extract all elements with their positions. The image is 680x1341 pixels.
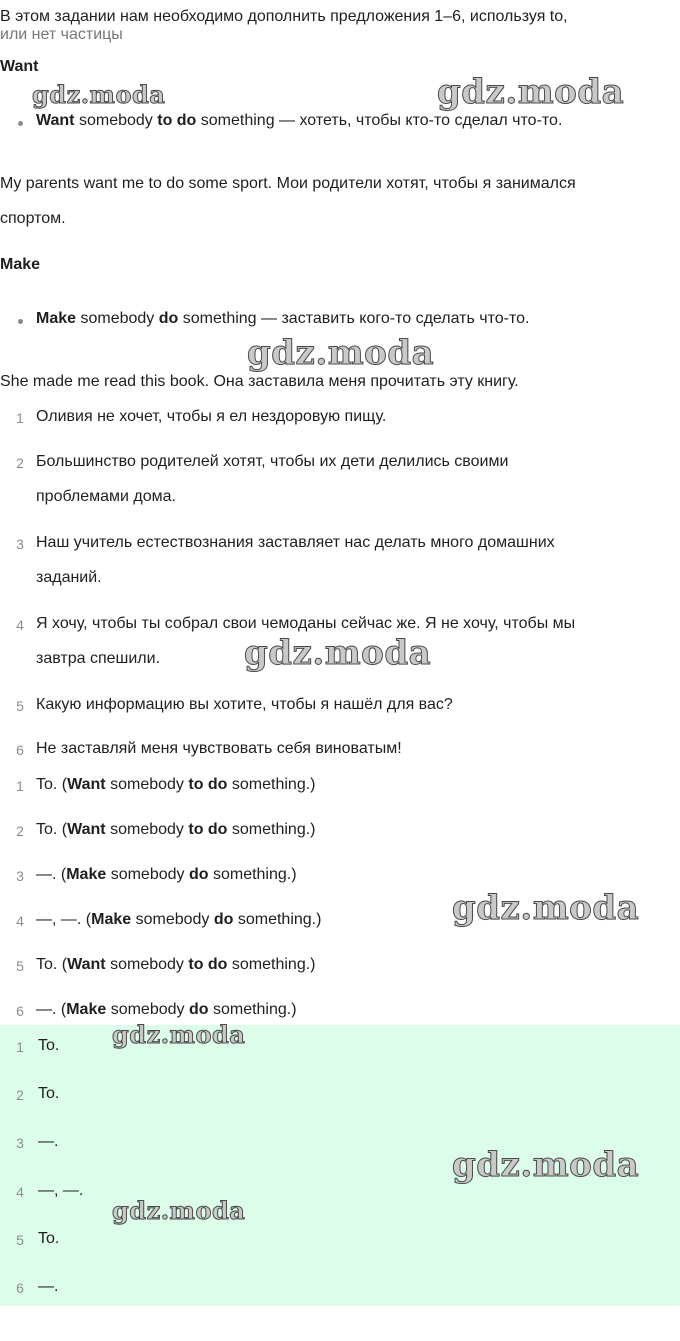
explanation-item: —. (Make somebody do something.) bbox=[36, 866, 297, 883]
sentence-number: 4 bbox=[16, 617, 24, 633]
sentence-number: 1 bbox=[16, 410, 24, 426]
explanation-number: 2 bbox=[16, 823, 24, 839]
answer-item: —, —. bbox=[38, 1182, 84, 1199]
answer-number: 2 bbox=[16, 1087, 24, 1103]
answer-item: To. bbox=[38, 1230, 60, 1247]
want-heading: Want bbox=[0, 58, 39, 75]
answer-item: To. bbox=[38, 1085, 60, 1102]
explanation-item: To. (Want somebody to do something.) bbox=[36, 956, 316, 973]
explanation-number: 5 bbox=[16, 958, 24, 974]
make-example: She made me read this book. Она заставила меня прочитать эту книгу. bbox=[0, 373, 519, 390]
answer-number: 6 bbox=[16, 1280, 24, 1296]
explanation-number: 4 bbox=[16, 913, 24, 929]
sentence-item: Наш учитель естествознания заставляет нас делать много домашних bbox=[36, 534, 555, 551]
make-rule: Make somebody do something — заставить кого-то сделать что-то. bbox=[36, 310, 530, 327]
answer-item: —. bbox=[38, 1278, 59, 1295]
watermark-logo: gdz.moda bbox=[112, 1196, 246, 1225]
explanation-number: 6 bbox=[16, 1003, 24, 1019]
explanation-number: 3 bbox=[16, 868, 24, 884]
watermark-logo: gdz.moda bbox=[247, 333, 435, 373]
bullet-dot bbox=[18, 319, 23, 324]
answer-item: To. bbox=[38, 1037, 60, 1054]
explanation-item: To. (Want somebody to do something.) bbox=[36, 821, 316, 838]
want-rule: Want somebody to do something — хотеть, чтобы кто-то сделал что-то. bbox=[36, 112, 563, 129]
sentence-number: 2 bbox=[16, 455, 24, 471]
explanation-item: To. (Want somebody to do something.) bbox=[36, 776, 316, 793]
watermark-logo: gdz.moda bbox=[452, 888, 640, 928]
watermark-logo: gdz.moda bbox=[112, 1020, 246, 1049]
watermark-logo: gdz.moda bbox=[452, 1145, 640, 1185]
answer-number: 1 bbox=[16, 1039, 24, 1055]
bullet-dot bbox=[18, 121, 23, 126]
sentence-number: 5 bbox=[16, 698, 24, 714]
sentence-item: Оливия не хочет, чтобы я ел нездоровую пищу. bbox=[36, 408, 387, 425]
watermark-logo: gdz.moda bbox=[437, 72, 625, 112]
sentence-item-cont: завтра спешили. bbox=[36, 650, 161, 667]
sentence-number: 3 bbox=[16, 536, 24, 552]
answer-number: 4 bbox=[16, 1184, 24, 1200]
sentence-item-cont: проблемами дома. bbox=[36, 488, 176, 505]
watermark-logo: gdz.moda bbox=[32, 80, 166, 109]
answer-number: 3 bbox=[16, 1135, 24, 1151]
sentence-item-cont: заданий. bbox=[36, 569, 102, 586]
want-example-line-2: спортом. bbox=[0, 210, 66, 227]
sentence-item: Не заставляй меня чувствовать себя виноватым! bbox=[36, 740, 402, 757]
answer-number: 5 bbox=[16, 1232, 24, 1248]
sentence-item: Какую информацию вы хотите, чтобы я нашёл для вас? bbox=[36, 696, 453, 713]
explanation-number: 1 bbox=[16, 778, 24, 794]
intro-text: В этом задании нам необходимо дополнить предложения 1–6, используя to, bbox=[0, 8, 568, 25]
intro-cut-line: или нет частицы bbox=[0, 26, 123, 43]
make-heading: Make bbox=[0, 256, 41, 273]
explanation-item: —. (Make somebody do something.) bbox=[36, 1001, 297, 1018]
want-example-line-1: My parents want me to do some sport. Мои родители хотят, чтобы я занимался bbox=[0, 175, 576, 192]
answer-item: —. bbox=[38, 1133, 59, 1150]
explanation-item: —, —. (Make somebody do something.) bbox=[36, 911, 322, 928]
sentence-item: Я хочу, чтобы ты собрал свои чемоданы сейчас же. Я не хочу, чтобы мы bbox=[36, 615, 576, 632]
sentence-number: 6 bbox=[16, 742, 24, 758]
watermark-logo: gdz.moda bbox=[244, 633, 432, 673]
sentence-item: Большинство родителей хотят, чтобы их дети делились своими bbox=[36, 453, 509, 470]
